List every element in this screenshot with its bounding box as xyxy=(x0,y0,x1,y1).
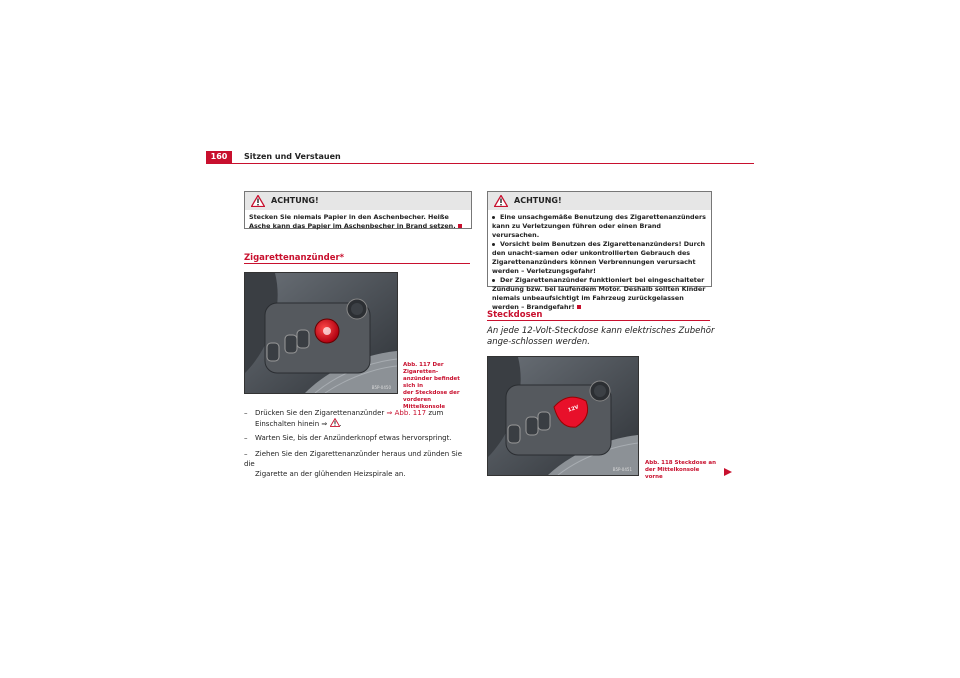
photo-code: B5P-0450 xyxy=(371,385,391,390)
socket-illustration xyxy=(488,357,638,475)
warning-header xyxy=(488,192,711,210)
warning-reference-icon[interactable] xyxy=(330,418,340,427)
warning-box-lighter xyxy=(487,191,712,311)
warning-list xyxy=(488,210,711,316)
warning-item: Eine unsachgemäße Benutzung des Zigarettenanzünders kann zu Verletzungen führen oder einen Brand verursachen. xyxy=(492,213,706,239)
figure-118-photo xyxy=(487,356,639,476)
page-number: 160 xyxy=(206,151,232,163)
warning-title: ACHTUNG! xyxy=(514,196,562,205)
warning-triangle-icon xyxy=(494,195,508,207)
figure-118-caption: Abb. 118 Steckdose an der Mittelkonsole vorne xyxy=(645,460,717,480)
warning-title: ACHTUNG! xyxy=(271,196,319,205)
header-rule xyxy=(206,163,754,164)
end-marker-icon xyxy=(458,224,462,228)
bullet-icon xyxy=(492,216,495,219)
warning-header xyxy=(245,192,471,210)
warning-box-ashtray xyxy=(244,191,472,229)
figure-117-photo xyxy=(244,272,398,394)
warning-triangle-icon xyxy=(251,195,265,207)
bullet-icon xyxy=(492,279,495,282)
section-rule xyxy=(244,263,470,264)
continue-arrow-icon xyxy=(724,468,732,476)
figure-reference-link[interactable]: ⇒ Abb. 117 xyxy=(386,409,427,417)
end-marker-icon xyxy=(577,305,581,309)
step-2: – Warten Sie, bis der Anzünderknopf etwas hervorspringt. xyxy=(244,434,452,442)
section-intro: An jede 12-Volt-Steckdose kann elektrisches Zubehör ange-schlossen werden. xyxy=(487,326,715,347)
step-1: – Drücken Sie den Zigarettenanzünder ⇒ Abb. 117 zum Einschalten hinein ⇒ . xyxy=(244,409,444,428)
bullet-icon xyxy=(492,243,495,246)
header-title: Sitzen und Verstauen xyxy=(244,152,341,161)
section-rule xyxy=(487,320,710,321)
figure-117-caption: Abb. 117 Der Zigaretten- anzünder befindet sich in der Steckdose der vorderen Mittelkonsole xyxy=(403,362,460,410)
warning-item: Vorsicht beim Benutzen des Zigarettenanzünders! Durch den unacht-samen oder unkontrollierten Gebrauch des Zigarettenanzünders können Verbrennungen verursacht werden – Verletzungsgefahr! xyxy=(492,240,706,275)
section-title-cigarette-lighter: Zigarettenanzünder* xyxy=(244,253,345,263)
section-title-sockets: Steckdosen xyxy=(487,310,543,320)
warning-text: Stecken Sie niemals Papier in den Aschenbecher. Heiße Asche kann das Papier im Aschenbecher in Brand setzen. xyxy=(245,210,471,235)
warning-item: Der Zigarettenanzünder funktioniert bei eingeschalteter Zündung bzw. bei laufendem Motor. Deshalb sollten Kinder niemals unbeaufsichtigt im Fahrzeug zurückgelassen werden – Brandgefahr! xyxy=(492,276,706,311)
socket-label: 12V xyxy=(567,404,580,414)
console-illustration xyxy=(245,273,397,393)
step-3: – Ziehen Sie den Zigarettenanzünder heraus und zünden Sie die Zigarette an der glühenden Heizspirale an. xyxy=(244,450,463,478)
photo-code: B5P-0451 xyxy=(612,467,632,472)
